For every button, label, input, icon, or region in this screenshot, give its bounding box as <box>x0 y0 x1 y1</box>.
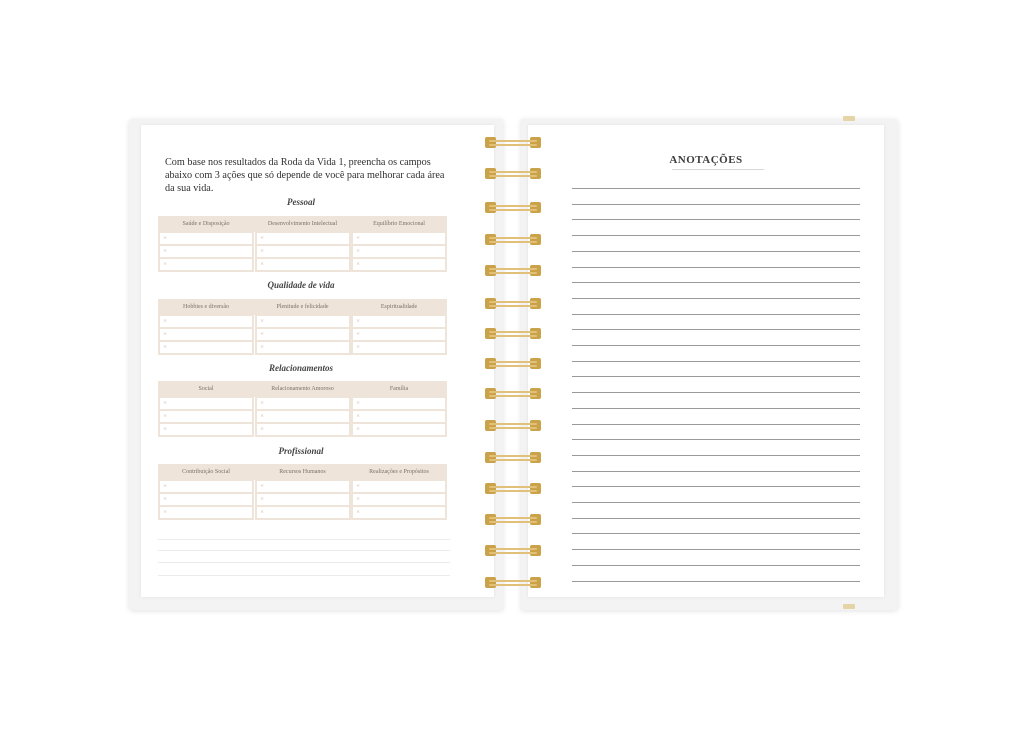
ruled-line[interactable] <box>572 345 860 346</box>
action-table-qualidade-de-vida <box>158 299 447 357</box>
action-field[interactable]: × <box>257 246 349 257</box>
spiral-ring <box>485 358 541 369</box>
ruled-line[interactable] <box>572 581 860 582</box>
ruled-line[interactable] <box>572 471 860 472</box>
action-field[interactable]: × <box>353 246 445 257</box>
right-page <box>528 125 884 597</box>
table-column <box>158 397 254 437</box>
ruled-line[interactable] <box>572 329 860 330</box>
ruled-line[interactable] <box>572 204 860 205</box>
table-column <box>255 480 351 520</box>
table-header <box>158 464 447 480</box>
action-field[interactable]: × <box>160 246 252 257</box>
column-header: Desenvolvimento Intelectual <box>267 221 338 227</box>
ribbon-tab-top <box>843 116 855 121</box>
column-header: Social <box>198 386 214 392</box>
action-table-pessoal <box>158 216 447 274</box>
ruled-line[interactable] <box>572 219 860 220</box>
title-underline <box>672 169 764 170</box>
ruled-line[interactable] <box>572 439 860 440</box>
ruled-line[interactable] <box>572 518 860 519</box>
ribbon-tab-bottom <box>843 604 855 609</box>
ruled-line[interactable] <box>572 424 860 425</box>
column-header: Família <box>389 386 409 392</box>
action-field[interactable]: × <box>257 411 349 422</box>
column-header: Realizações e Propósitos <box>369 469 429 475</box>
action-field[interactable]: × <box>257 507 349 518</box>
section-title-profissional: Profissional <box>278 446 324 456</box>
ruled-line[interactable] <box>572 502 860 503</box>
action-field[interactable]: × <box>257 316 349 327</box>
ruled-line[interactable] <box>572 549 860 550</box>
ruled-line[interactable] <box>572 188 860 189</box>
action-table-relacionamentos <box>158 381 447 439</box>
ruled-line[interactable] <box>572 392 860 393</box>
action-field[interactable]: × <box>257 329 349 340</box>
action-field[interactable]: × <box>160 329 252 340</box>
ruled-line[interactable] <box>572 408 860 409</box>
spiral-ring <box>485 452 541 463</box>
spiral-ring <box>485 168 541 179</box>
spiral-ring <box>485 577 541 588</box>
spiral-ring <box>485 514 541 525</box>
spiral-ring <box>485 328 541 339</box>
action-field[interactable]: × <box>257 259 349 270</box>
action-field[interactable]: × <box>160 424 252 435</box>
ruled-line[interactable] <box>572 455 860 456</box>
spiral-ring <box>485 388 541 399</box>
ruled-line[interactable] <box>572 376 860 377</box>
column-header: Espiritualidade <box>380 304 418 310</box>
action-field[interactable]: × <box>353 507 445 518</box>
section-title-pessoal: Pessoal <box>287 197 315 207</box>
left-page <box>141 125 494 597</box>
table-column <box>351 232 447 272</box>
action-field[interactable]: × <box>353 494 445 505</box>
table-column <box>158 232 254 272</box>
ruled-line[interactable] <box>572 486 860 487</box>
spiral-ring <box>485 202 541 213</box>
spiral-ring <box>485 545 541 556</box>
ruled-line[interactable] <box>572 267 860 268</box>
action-field[interactable]: × <box>353 481 445 492</box>
action-field[interactable]: × <box>353 316 445 327</box>
action-field[interactable]: × <box>257 342 349 353</box>
action-field[interactable]: × <box>160 342 252 353</box>
column-header: Equilíbrio Emocional <box>373 221 425 227</box>
column-header: Recursos Humanos <box>279 469 326 475</box>
ruled-line[interactable] <box>572 282 860 283</box>
action-field[interactable]: × <box>353 398 445 409</box>
column-header: Plenitude e felicidade <box>276 304 329 310</box>
table-header <box>158 381 447 397</box>
column-header: Hobbies e diversão <box>183 304 229 310</box>
action-field[interactable]: × <box>257 233 349 244</box>
spiral-ring <box>485 234 541 245</box>
column-header: Contribuição Social <box>182 469 230 475</box>
action-field[interactable]: × <box>257 398 349 409</box>
table-header <box>158 299 447 315</box>
action-field[interactable]: × <box>353 342 445 353</box>
action-field[interactable]: × <box>160 494 252 505</box>
column-header: Relacionamento Amoroso <box>271 386 334 392</box>
ruled-line[interactable] <box>572 314 860 315</box>
action-field[interactable]: × <box>160 507 252 518</box>
action-field[interactable]: × <box>353 329 445 340</box>
table-header <box>158 216 447 232</box>
notes-title: ANOTAÇÕES <box>669 154 743 166</box>
ruled-line[interactable] <box>572 533 860 534</box>
table-column <box>255 397 351 437</box>
note-line[interactable] <box>158 562 450 563</box>
column-header: Saúde e Disposição <box>182 221 230 227</box>
table-column <box>158 480 254 520</box>
action-field[interactable]: × <box>160 316 252 327</box>
action-field[interactable]: × <box>257 424 349 435</box>
ruled-line[interactable] <box>572 361 860 362</box>
spiral-ring <box>485 265 541 276</box>
action-field[interactable]: × <box>353 233 445 244</box>
ruled-line[interactable] <box>572 298 860 299</box>
table-column <box>158 315 254 355</box>
section-title-qualidade-de-vida: Qualidade de vida <box>267 280 335 290</box>
spiral-ring <box>485 298 541 309</box>
section-title-relacionamentos: Relacionamentos <box>268 363 333 373</box>
action-field[interactable]: × <box>353 424 445 435</box>
intro-text: Com base nos resultados da Roda da Vida 1, preencha os campos abaixo com 3 ações que só depende de você para melhorar cada área da sua vida. <box>165 157 445 194</box>
ruled-line[interactable] <box>572 251 860 252</box>
table-column <box>351 315 447 355</box>
action-field[interactable]: × <box>160 411 252 422</box>
action-field[interactable]: × <box>160 233 252 244</box>
action-field[interactable]: × <box>257 494 349 505</box>
spiral-ring <box>485 137 541 148</box>
action-field[interactable]: × <box>160 398 252 409</box>
table-column <box>351 480 447 520</box>
action-field[interactable]: × <box>257 481 349 492</box>
table-column <box>255 232 351 272</box>
table-column <box>351 397 447 437</box>
action-field[interactable]: × <box>353 259 445 270</box>
table-column <box>255 315 351 355</box>
ruled-line[interactable] <box>572 235 860 236</box>
note-line[interactable] <box>158 539 450 540</box>
note-line[interactable] <box>158 575 450 576</box>
action-field[interactable]: × <box>353 411 445 422</box>
spiral-ring <box>485 420 541 431</box>
action-field[interactable]: × <box>160 481 252 492</box>
spiral-ring <box>485 483 541 494</box>
ruled-line[interactable] <box>572 565 860 566</box>
action-field[interactable]: × <box>160 259 252 270</box>
note-line[interactable] <box>158 550 450 551</box>
action-table-profissional <box>158 464 447 522</box>
